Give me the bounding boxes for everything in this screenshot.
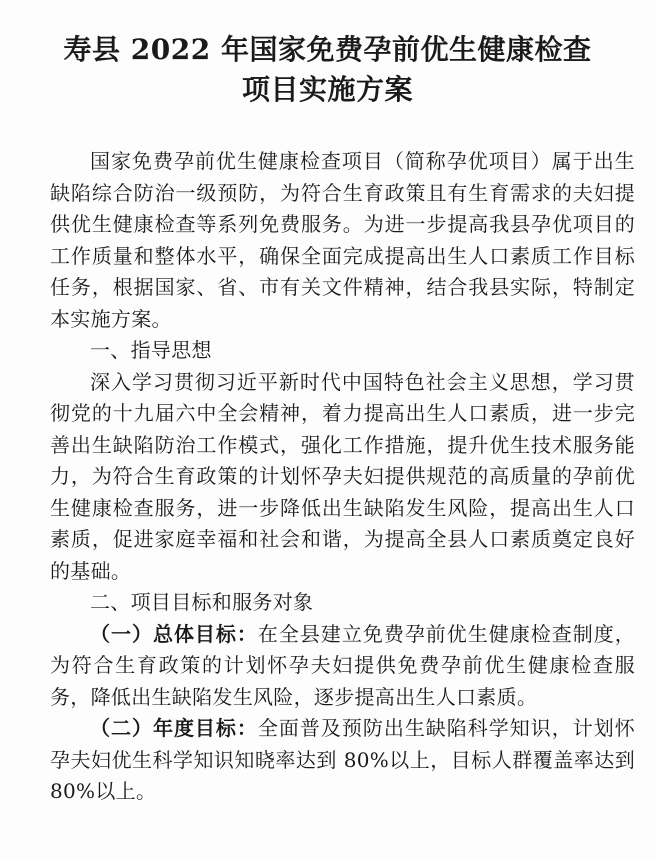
intro-paragraph: 国家免费孕前优生健康检查项目（简称孕优项目）属于出生缺陷综合防治一级预防，为符合生育政策且有生育需求的夫妇提供优生健康检查等系列免费服务。为进一步提高我县孕优项目的工作质量和整体水平，确保全面完成提高出生人口素质工作目标任务，根据国家、省、市有关文件精神，结合我县实际，特制定本实施方案。 <box>50 149 635 331</box>
item-2-text: 全面普及预防出生缺陷科学知识，计划怀孕夫妇优生科学知识知晓率达到 80%以上，目标人群覆盖率达到 80%以上。 <box>50 716 635 803</box>
document-body <box>50 146 635 808</box>
section-1-paragraph: 深入学习贯彻习近平新时代中国特色社会主义思想，学习贯彻党的十九届六中全会精神，着力提高出生人口素质，进一步完善出生缺陷防治工作模式，强化工作措施，提升优生技术服务能力，为符合生育政策的计划怀孕夫妇提供规范的高质量的孕前优生健康检查服务，进一步降低出生缺陷发生风险，提高出生人口素质，促进家庭幸福和社会和谐，为提高全县人口素质奠定良好的基础。 <box>50 369 635 583</box>
item-1-paragraph <box>50 619 635 714</box>
item-2-lead: （二）年度目标： <box>90 716 258 740</box>
document-title-line-1: 寿县 2022 年国家免费孕前优生健康检查 <box>63 33 592 66</box>
item-2-paragraph <box>50 713 635 808</box>
item-1-text: 在全县建立免费孕前优生健康检查制度，为符合生育政策的计划怀孕夫妇提供免费孕前优生健康检查服务，降低出生缺陷发生风险，逐步提高出生人口素质。 <box>50 621 635 709</box>
item-1-lead: （一）总体目标： <box>90 621 258 646</box>
section-2-heading: 二、项目目标和服务对象 <box>90 590 314 614</box>
section-1-heading: 一、指导思想 <box>90 338 212 362</box>
document-title-line-2: 项目实施方案 <box>241 73 413 106</box>
